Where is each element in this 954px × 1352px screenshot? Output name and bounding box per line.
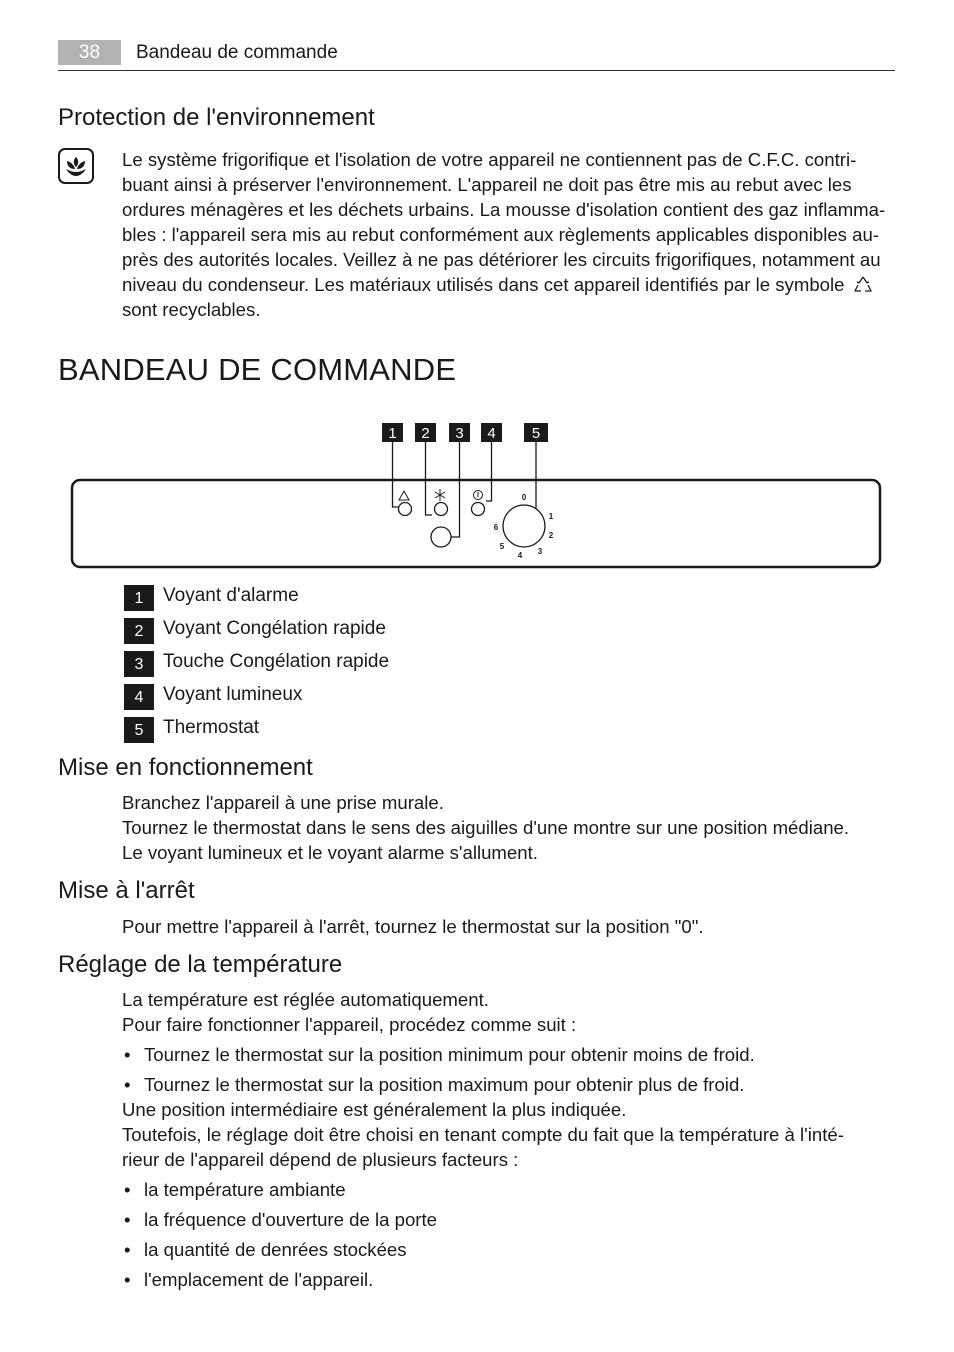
legend-number: 2 (124, 618, 154, 644)
env-line: Le système frigorifique et l'isolation de votre appareil ne contiennent pas de C.F.C. contri- (122, 149, 857, 170)
environment-heading: Protection de l'environnement (58, 104, 375, 131)
legend-label: Thermostat (163, 717, 260, 738)
env-line: bles : l'appareil sera mis au rebut conformément aux règlements applicables disponibles au- (122, 224, 879, 245)
legend-label: Touche Congélation rapide (163, 651, 390, 672)
legend-number: 4 (124, 684, 154, 710)
env-line (122, 272, 897, 297)
dial-label: 6 (493, 523, 499, 532)
temperature-intro: La température est réglée automatiquement. (122, 989, 489, 1010)
bullet-item: • l'emplacement de l'appareil. (122, 1267, 897, 1292)
legend-number: 3 (124, 651, 154, 677)
start-line: Le voyant lumineux et le voyant alarme s'allument. (122, 842, 538, 863)
dial-label: 1 (548, 512, 554, 521)
power-light (472, 491, 485, 516)
start-line: Branchez l'appareil à une prise murale. (122, 792, 444, 813)
dial-label: 4 (517, 551, 523, 560)
svg-text:5: 5 (531, 425, 541, 442)
dial-label: 0 (521, 493, 527, 502)
legend-label: Voyant d'alarme (163, 585, 299, 606)
temperature-section (122, 987, 897, 1292)
control-panel-heading: BANDEAU DE COMMANDE (58, 352, 457, 387)
bullet-item: • la fréquence d'ouverture de la porte (122, 1207, 897, 1232)
thermostat-dial[interactable] (503, 505, 545, 547)
recycle-icon (852, 275, 874, 295)
running-header: Bandeau de commande (136, 42, 338, 63)
header-divider (58, 70, 895, 71)
fast-freeze-button[interactable] (431, 527, 451, 547)
panel-outline (72, 480, 880, 567)
bullet-item: • Tournez le thermostat sur la position maximum pour obtenir plus de froid. (122, 1072, 897, 1097)
svg-text:1: 1 (388, 425, 397, 442)
environment-protection-icon (58, 148, 94, 184)
env-line-text: niveau du condenseur. Les matériaux utilisés dans cet appareil identifiés par le symbole (122, 274, 845, 295)
temperature-text: Toutefois, le réglage doit être choisi en tenant compte du fait que la température à l'inté- (122, 1124, 844, 1145)
callout-2 (415, 423, 436, 442)
temperature-text: Une position intermédiaire est généralement la plus indiquée. (122, 1099, 627, 1120)
fast-freeze-light (435, 489, 448, 516)
legend-label: Voyant lumineux (163, 684, 303, 705)
bullet-item: • la température ambiante (122, 1177, 897, 1202)
page-number: 38 (58, 40, 121, 65)
alarm-light (399, 491, 412, 516)
temperature-text: rieur de l'appareil dépend de plusieurs facteurs : (122, 1149, 519, 1170)
callout-5 (524, 423, 548, 442)
stop-paragraph (122, 914, 897, 939)
dial-label: 2 (548, 531, 554, 540)
dial-label: 3 (537, 547, 543, 556)
temperature-heading: Réglage de la température (58, 951, 343, 978)
legend-label: Voyant Congélation rapide (163, 618, 386, 639)
legend-number: 5 (124, 717, 154, 743)
bullet-item: • Tournez le thermostat sur la position minimum pour obtenir moins de froid. (122, 1042, 897, 1067)
svg-text:4: 4 (487, 425, 496, 442)
temperature-intro: Pour faire fonctionner l'appareil, procédez comme suit : (122, 1014, 577, 1035)
callout-1 (382, 423, 403, 442)
svg-text:2: 2 (421, 425, 430, 442)
env-line: sont recyclables. (122, 299, 261, 320)
start-line: Tournez le thermostat dans le sens des aiguilles d'une montre sur une position médiane. (122, 817, 850, 838)
stop-line: Pour mettre l'appareil à l'arrêt, tournez le thermostat sur la position "0". (122, 916, 704, 937)
environment-paragraph (122, 147, 897, 322)
env-line: buant ainsi à préserver l'environnement. L'appareil ne doit pas être mis au rebut avec les (122, 174, 852, 195)
dial-label: 5 (499, 542, 505, 551)
env-line: près des autorités locales. Veillez à ne pas détériorer les circuits frigorifiques, notamment au (122, 249, 881, 270)
callout-4 (481, 423, 502, 442)
start-paragraph (122, 790, 897, 865)
callout-3 (449, 423, 470, 442)
factor-bullets (122, 1177, 897, 1292)
env-line: ordures ménagères et les déchets urbains. La mousse d'isolation contient des gaz inflamma- (122, 199, 886, 220)
start-heading: Mise en fonctionnement (58, 754, 313, 781)
control-panel-diagram (0, 415, 954, 580)
stop-heading: Mise à l'arrêt (58, 877, 195, 904)
bullet-item: • la quantité de denrées stockées (122, 1237, 897, 1262)
svg-text:3: 3 (455, 425, 464, 442)
temperature-bullets (122, 1042, 897, 1097)
legend-number: 1 (124, 585, 154, 611)
